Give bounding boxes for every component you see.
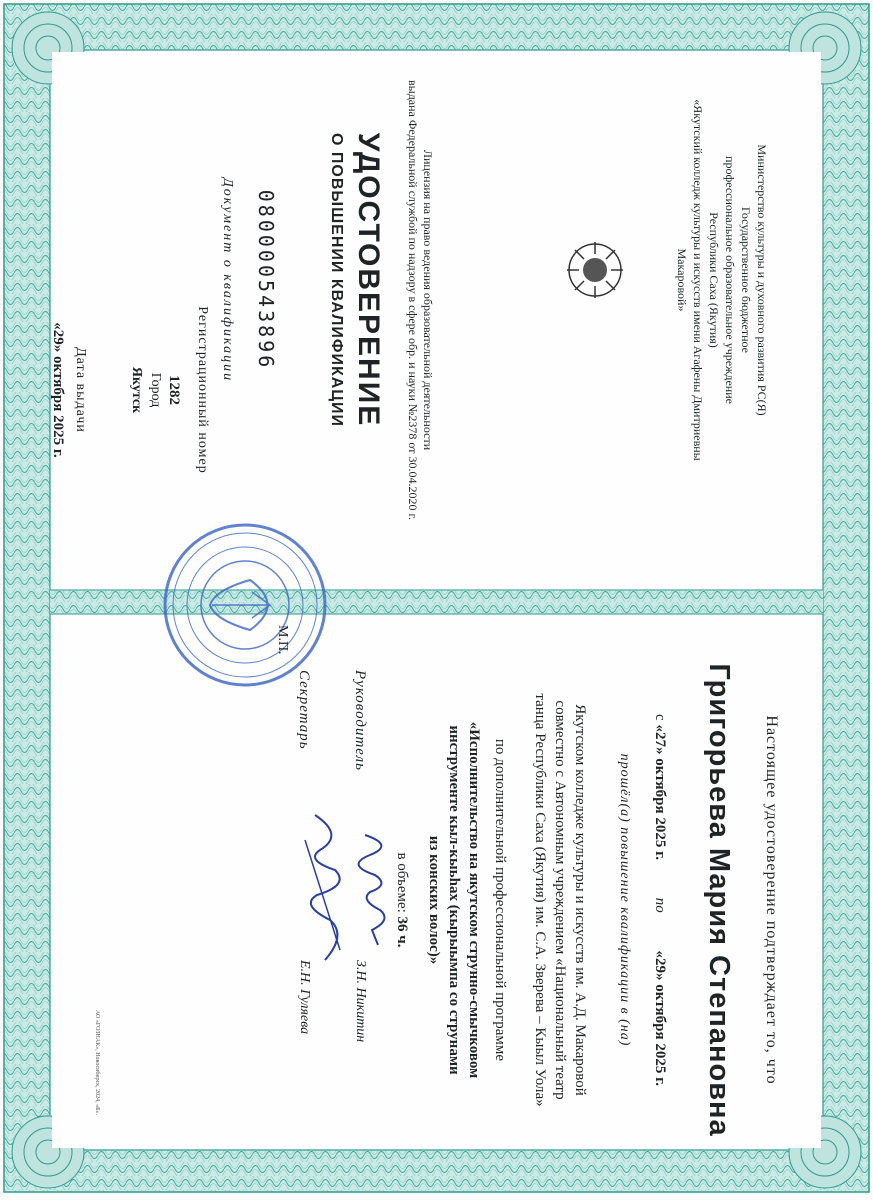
document-type: Документ о квалификации (220, 177, 235, 383)
period-to-date: «29» октября 2025 г. (652, 950, 668, 1086)
college-line: Якутском колледже культуры и искусств им. А.Д. Макаровой (572, 704, 588, 1096)
license-line: выдана Федеральной службой по надзору в сфере обр. и науки №2378 от 30.04.2020 г. (406, 79, 420, 521)
volume-label: в объеме: (394, 852, 410, 913)
document-subtitle: О ПОВЫШЕНИИ КВАЛИФИКАЦИИ (328, 133, 345, 427)
printer-note: АО «ГОЗНАК», Новосибирск, 2024, «Б». (94, 1010, 100, 1116)
serial-number: 080000543896 (254, 189, 278, 371)
stamp-place-label: М.П. (275, 625, 290, 655)
document-title: УДОСТОВЕРЕНИЕ (352, 132, 385, 428)
training-period (651, 650, 668, 1150)
program-label: по дополнительной профессиональной программе (492, 738, 508, 1062)
program-line: «Исполнительство на якутском струнно-смычковом (466, 721, 482, 1079)
issue-date-value: «29» октября 2025 г. (50, 322, 66, 458)
registration-number: 1282 (166, 375, 182, 405)
head-name: З.Н. Никитин (353, 960, 368, 1043)
secretary-name: Е.Н. Гуляева (297, 960, 312, 1035)
program-line: из конских волос)» (426, 835, 442, 965)
license-line: Лицензия на право ведения образовательной деятельности (421, 149, 435, 451)
city-label: Город (148, 372, 163, 408)
ministry-line: профессиональное образовательное учреждение (723, 156, 737, 404)
secretary-role-label: Секретарь (296, 670, 312, 750)
issue-date-label: Дата выдачи (73, 347, 88, 433)
passed-training-text: прошёл(а) повышение квалификации в (на) (617, 753, 632, 1047)
program-title (424, 650, 484, 1150)
head-role-label: Руководитель (352, 670, 368, 771)
secretary-signature (295, 810, 355, 970)
volume-value: 36 ч. (394, 916, 410, 948)
ministry-line: «Якутский колледж культуры и искусств имени Агафены Дмитриевны Макаровой» (675, 99, 705, 461)
period-to-prefix: по (652, 897, 668, 913)
confirmation-text: Настоящее удостоверение подтверждает то, что (763, 715, 780, 1085)
ministry-line: Министерство культуры и духовного развития РС(Я) (755, 144, 769, 416)
period-from-prefix: с (652, 714, 668, 721)
ministry-line: Государственное бюджетное (739, 207, 753, 353)
official-seal (160, 520, 330, 690)
ministry-line: Республики Саха (Якутия) (707, 212, 721, 348)
period-from-date: «27» октября 2025 г. (652, 724, 668, 860)
college-line: танца Республики Саха (Якутия) им. С.А. Зверева – Кыыл Уола» (532, 693, 548, 1107)
college-emblem-icon (565, 240, 625, 300)
ministry-header (674, 90, 770, 470)
license-info (405, 70, 435, 530)
college-name (530, 650, 590, 1150)
holder-full-name: Григорьева Мария Степановна (703, 663, 735, 1137)
program-line: инструменте кыл-кыьһах (кырыымпа со струнами (446, 725, 462, 1075)
certificate-spread (50, 50, 800, 1150)
registration-label: Регистрационный номер (195, 306, 210, 474)
city-value: Якутск (129, 366, 144, 414)
college-line: совместно с Автономным учреждением «Национальный театр (552, 700, 568, 1100)
head-signature (350, 830, 400, 950)
